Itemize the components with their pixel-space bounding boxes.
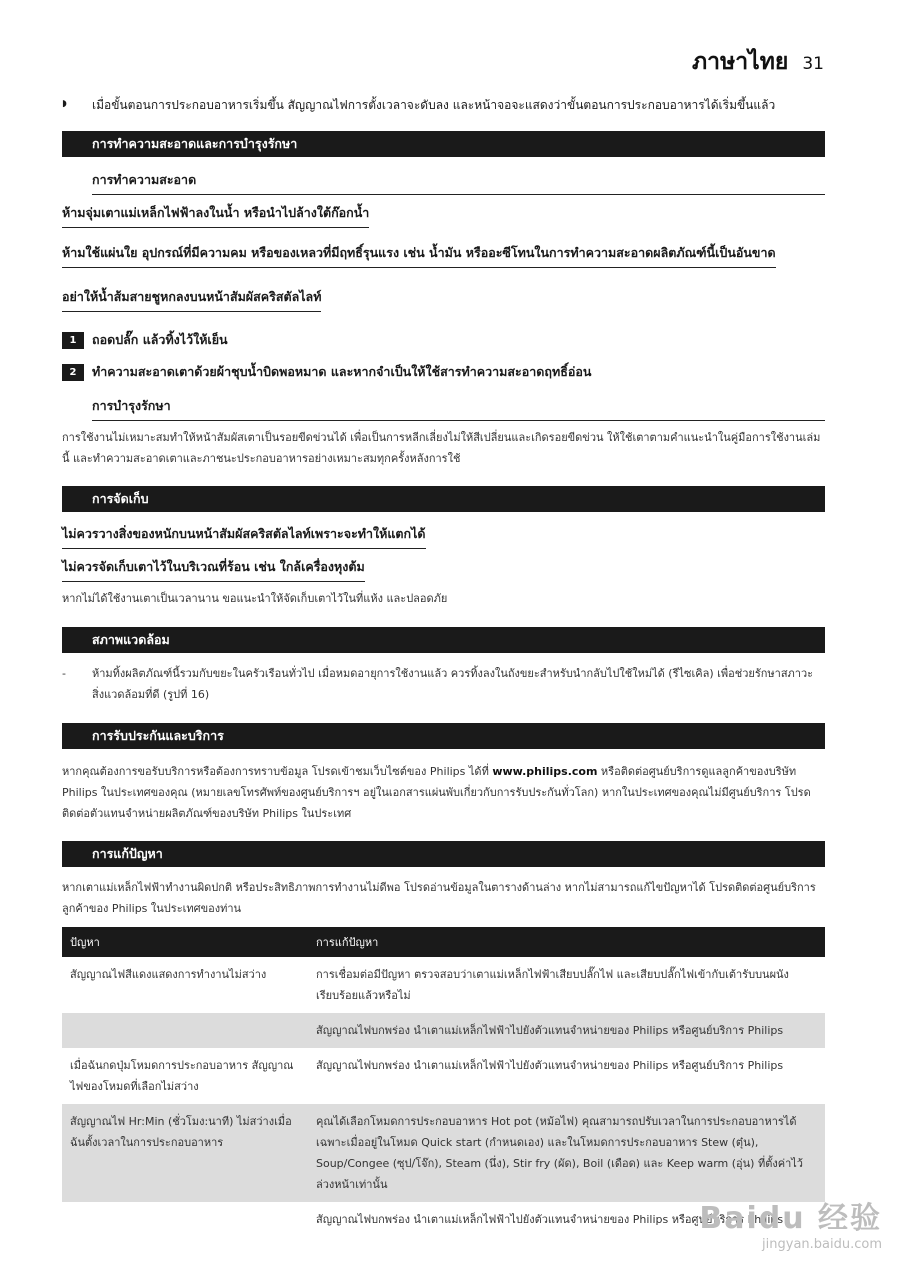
solution-cell: สัญญาณไฟบกพร่อง นำเตาแม่เหล็กไฟฟ้าไปยังตัวแทนจำหน่ายของ Philips หรือศูนย์บริการ Philips: [316, 1059, 784, 1072]
warranty-text: [62, 761, 825, 824]
solution-cell: คุณได้เลือกโหมดการประกอบอาหาร Hot pot (หม้อไฟ) คุณสามารถปรับเวลาในการประกอบอาหารได้เฉพาะเมื่ออยู่ในโหมด Quick start (กำหนดเอง) และในโหมดการประกอบอาหาร Stew (ตุ๋น), Soup/Congee (ซุป/โจ๊ก), Steam (นึ่ง), Stir fry (ผัด), Boil (เดือด) และ Keep warm (อุ่น) ที่ตั้งค่าไว้ล่วงหน้าเท่านั้น: [308, 1104, 825, 1202]
step-2: [62, 362, 591, 382]
watermark-url: jingyan.baidu.com: [762, 1237, 882, 1252]
step-number: 2: [62, 364, 84, 381]
environment-text: ห้ามทิ้งผลิตภัณฑ์นี้รวมกับขยะในครัวเรือนทั่วไป เมื่อหมดอายุการใช้งานแล้ว ควรทิ้งลงในถังขยะสำหรับนำกลับไปใช้ใหม่ได้ (รีไซเคิล) เพื่อช่วยรักษาสภาวะสิ่งแวดล้อมที่ดี (รูปที่ 16): [92, 667, 814, 701]
warning-cleaning-1: ห้ามจุ่มเตาแม่เหล็กไฟฟ้าลงในน้ำ หรือนำไปล้างใต้ก๊อกน้ำ: [62, 203, 369, 228]
intro-bullet-text: เมื่อขั้นตอนการประกอบอาหารเริ่มขึ้น สัญญาณไฟการตั้งเวลาจะดับลง และหน้าจอจะแสดงว่าขั้นตอนการประกอบอาหารได้เริ่มขึ้นแล้ว: [92, 98, 776, 112]
page-header: [692, 44, 824, 80]
warranty-text-after: หรือติดต่อศูนย์บริการดูแลลูกค้าของบริษัท Philips ในประเทศของคุณ (หมายเลขโทรศัพท์ของศูนย์บริการฯ อยู่ในเอกสารแผ่นพับเกี่ยวกับการรับประกันทั่วโลก) หากในประเทศของคุณไม่มีศูนย์บริการ โปรดติดต่อตัวแทนจำหน่ายผลิตภัณฑ์ของบริษัท Philips ในประเทศ: [62, 765, 811, 820]
warranty-text-before: หากคุณต้องการขอรับบริการหรือต้องการทราบข้อมูล โปรดเข้าชมเว็บไซต์ของ Philips ได้ที่: [62, 765, 493, 778]
solution-cell: สัญญาณไฟบกพร่อง นำเตาแม่เหล็กไฟฟ้าไปยังตัวแทนจำหน่ายของ Philips หรือศูนย์บริการ Philips: [308, 1013, 825, 1048]
watermark-logo-text: Baidu 经验: [699, 1201, 882, 1236]
problem-cell: เมื่อฉันกดปุ่มโหมดการประกอบอาหาร สัญญาณไฟของโหมดที่เลือกไม่สว่าง: [70, 1059, 294, 1093]
solution-cell: การเชื่อมต่อมีปัญหา ตรวจสอบว่าเตาแม่เหล็กไฟฟ้าเสียบปลั๊กไฟ และเสียบปลั๊กไฟเข้ากับเต้ารับบนผนังเรียบร้อยแล้วหรือไม่: [316, 968, 789, 1002]
baidu-watermark: [699, 1193, 882, 1252]
warning-cleaning-2: ห้ามใช้แผ่นใย อุปกรณ์ที่มีความคม หรือของเหลวที่มีฤทธิ์รุนแรง เช่น น้ำมัน หรืออะซีโทนในการทำความสะอาดผลิตภัณฑ์นี้เป็นอันขาด: [62, 243, 776, 268]
header-solution: การแก้ปัญหา: [308, 927, 825, 957]
step-text: ถอดปลั๊ก แล้วทิ้งไว้ให้เย็น: [92, 332, 228, 347]
problem-cell: สัญญาณไฟสีแดงแสดงการทำงานไม่สว่าง: [70, 968, 267, 981]
section-bar-troubleshooting: การแก้ปัญหา: [62, 841, 825, 867]
dash-marker: -: [62, 667, 66, 680]
problem-cell: [62, 1013, 308, 1048]
environment-item: [62, 663, 825, 705]
subhead-maintenance: การบำรุงรักษา: [92, 396, 825, 421]
troubleshooting-table: [62, 927, 825, 1237]
section-bar-cleaning-maintenance: การทำความสะอาดและการบำรุงรักษา: [62, 131, 825, 157]
storage-text: หากไม่ได้ใช้งานเตาเป็นเวลานาน ขอแนะนำให้จัดเก็บเตาไว้ในที่แห้ง และปลอดภัย: [62, 592, 448, 605]
header-problem: ปัญหา: [62, 927, 308, 957]
intro-bullet: [62, 96, 842, 115]
philips-link[interactable]: www.philips.com: [492, 765, 598, 778]
subhead-cleaning: การทำความสะอาด: [92, 170, 825, 195]
warning-cleaning-3: อย่าให้น้ำส้มสายชูหกลงบนหน้าสัมผัสคริสตัลไลท์: [62, 287, 321, 312]
section-bar-warranty: การรับประกันและบริการ: [62, 723, 825, 749]
warning-storage-1: ไม่ควรวางสิ่งของหนักบนหน้าสัมผัสคริสตัลไลท์เพราะจะทำให้แตกได้: [62, 524, 426, 549]
table-row: [62, 1104, 825, 1202]
problem-cell: [62, 1202, 308, 1237]
table-header-row: [62, 927, 825, 957]
bullet-marker-icon: ◗: [62, 99, 67, 109]
troubleshooting-text: หากเตาแม่เหล็กไฟฟ้าทำงานผิดปกติ หรือประสิทธิภาพการทำงานไม่ดีพอ โปรดอ่านข้อมูลในตารางด้านล่าง หากไม่สามารถแก้ไขปัญหาได้ โปรดติดต่อศูนย์บริการลูกค้าของ Philips ในประเทศของท่าน: [62, 881, 816, 915]
maintenance-text: การใช้งานไม่เหมาะสมทำให้หน้าสัมผัสเตาเป็นรอยขีดข่วนได้ เพื่อเป็นการหลีกเลี่ยงไม่ให้สีเปลี่ยนและเกิดรอยขีดข่วน ให้ใช้เตาตามคำแนะนำในคู่มือการใช้งานเล่มนี้ และทำความสะอาดเตาและภาชนะประกอบอาหารอย่างเหมาะสมทุกครั้งหลังการใช้: [62, 431, 821, 465]
language-title: ภาษาไทย: [692, 49, 789, 75]
solution-cell: สัญญาณไฟบกพร่อง นำเตาแม่เหล็กไฟฟ้าไปยังตัวแทนจำหน่ายของ Philips หรือศูนย์บริการ Philips: [316, 1213, 784, 1226]
step-text: ทำความสะอาดเตาด้วยผ้าชุบน้ำบิดพอหมาด และหากจำเป็นให้ใช้สารทำความสะอาดฤทธิ์อ่อน: [92, 364, 592, 379]
table-row: [62, 1048, 825, 1104]
step-number: 1: [62, 332, 84, 349]
step-1: [62, 330, 228, 350]
page-number: 31: [802, 54, 824, 74]
section-bar-storage: การจัดเก็บ: [62, 486, 825, 512]
warning-storage-2: ไม่ควรจัดเก็บเตาไว้ในบริเวณที่ร้อน เช่น ใกล้เครื่องหุงต้ม: [62, 557, 365, 582]
section-bar-environment: สภาพแวดล้อม: [62, 627, 825, 653]
table-row: [62, 1013, 825, 1048]
problem-cell: สัญญาณไฟ Hr:Min (ชั่วโมง:นาที) ไม่สว่างเมื่อฉันตั้งเวลาในการประกอบอาหาร: [62, 1104, 308, 1202]
table-row: [62, 957, 825, 1013]
